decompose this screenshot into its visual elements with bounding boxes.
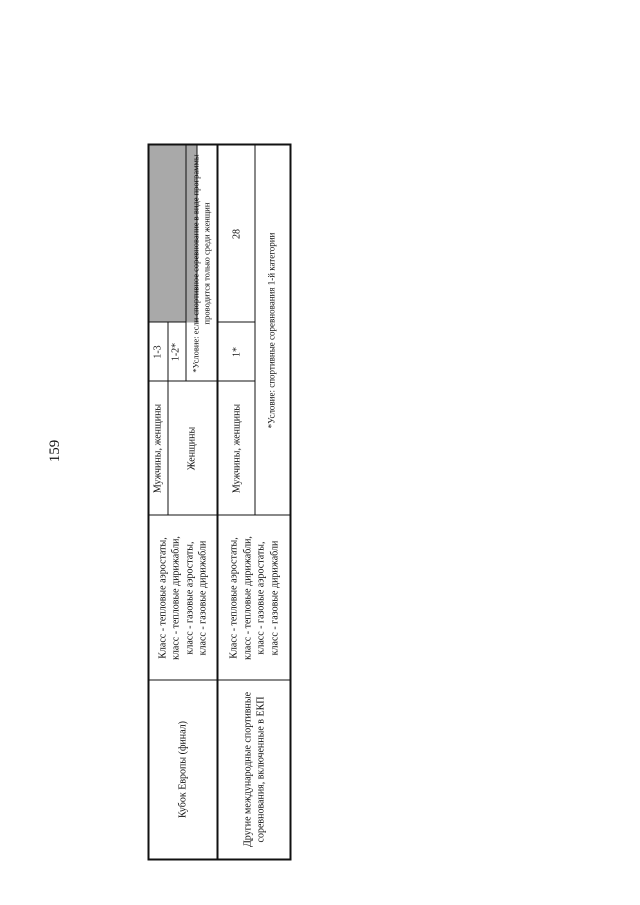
class-line: класс - газовые дирижабли	[197, 540, 208, 655]
row-divider	[196, 143, 197, 322]
row2-rank: 28	[230, 228, 242, 239]
row1-competition: Кубок Европы (финал)	[176, 720, 188, 818]
class-line: Класс - тепловые аэростаты,	[228, 536, 239, 659]
col-divider	[147, 514, 291, 515]
row1-gender-b: Женщины	[185, 426, 197, 470]
row-divider	[167, 322, 168, 515]
class-line: класс - газовые дирижабли	[268, 540, 280, 655]
row1-note: *Условие: если спортивное соревнование в виде программы проводится только среди женщин	[189, 153, 211, 373]
row2-competition: Другие международные спортивные соревнования, включенные в ЕКП	[241, 691, 266, 847]
row1-places-a: 1-3	[152, 344, 164, 359]
class-line: класс - газовые аэростаты,	[183, 541, 195, 654]
class-line: класс - тепловые дирижабли,	[241, 535, 253, 660]
col-divider	[147, 380, 254, 381]
row-divider	[254, 143, 255, 515]
competition-table	[147, 143, 291, 860]
row2-gender: Мужчины, женщины	[230, 403, 242, 493]
class-line: класс - тепловые дирижабли,	[170, 535, 181, 660]
row1-classes	[149, 515, 216, 680]
class-line: Класс - тепловые аэростаты,	[156, 536, 168, 659]
row1-gender-a: Мужчины, женщины	[152, 403, 164, 493]
row2-note: *Условие: спортивные соревнования 1-й категории	[266, 232, 277, 428]
page-number: 159	[46, 439, 63, 463]
row1-places-b: 1-2*	[170, 342, 182, 361]
row-divider	[216, 143, 218, 860]
row2-classes	[219, 515, 289, 680]
class-line: класс - газовые аэростаты,	[255, 541, 266, 654]
row2-places: 1*	[230, 346, 242, 357]
col-divider	[218, 321, 254, 322]
col-divider	[147, 679, 291, 680]
row-divider	[185, 143, 186, 381]
col-divider	[147, 321, 185, 322]
